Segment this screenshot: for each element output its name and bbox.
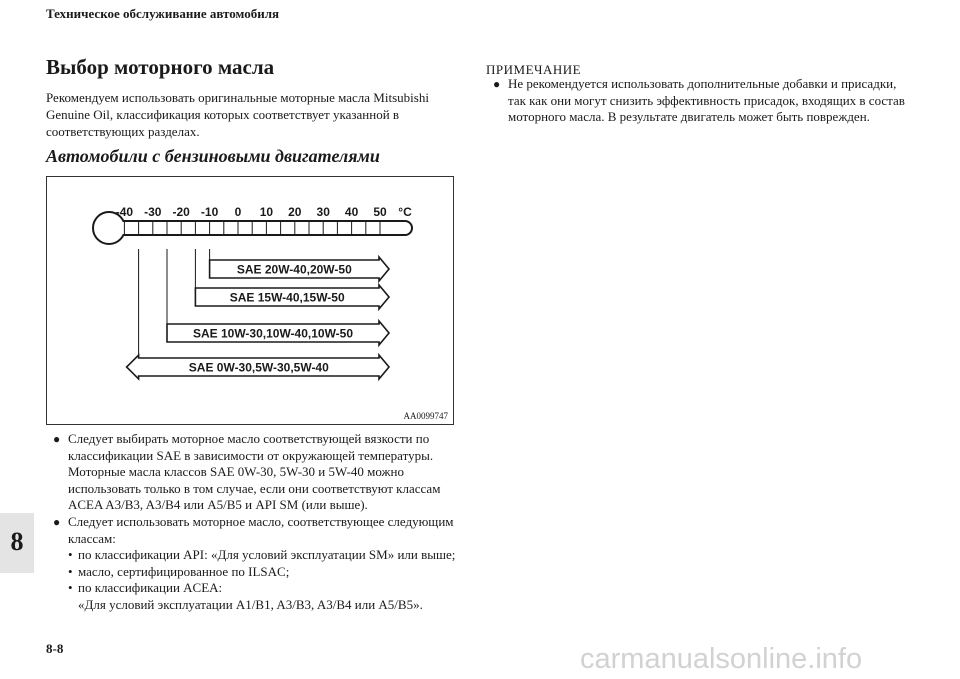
- chapter-number: 8: [10, 527, 24, 556]
- temperature-label: 0: [234, 205, 242, 219]
- sub-item-text: по классификации ACEA:: [78, 580, 223, 596]
- bullet-text: Следует выбирать моторное масло соответствующей вязкости по классификации SAE в зависимости от окружающей температуры. Моторные масла классов SAE 0W-30, 5W-30 и 5W-40 можно использовать только в том случае, если они соответствуют классам ACEA A3/B3, A3/B4 или A5/B5 и API SM (или выше).: [68, 431, 441, 513]
- bullet-dot-icon: ●: [53, 432, 61, 446]
- note-text: Не рекомендуется использовать дополнительные добавки и присадки, так как они могут снизить эффективность присадок, входящих в состав моторного масла. В результате двигатель может быть поврежден.: [508, 76, 905, 125]
- viscosity-chart-figure: [46, 176, 454, 425]
- sub-item-continuation: «Для условий эксплуатации A1/B1, A3/B3, A3/B4 или A5/B5».: [78, 596, 423, 612]
- viscosity-range-label: SAE 15W-40,15W-50: [229, 290, 345, 305]
- thermometer-joint: [115, 222, 135, 234]
- section-heading: Выбор моторного масла: [46, 55, 275, 79]
- note-label: ПРИМЕЧАНИЕ: [486, 62, 582, 77]
- sub-item-text: по классификации API: «Для условий эксплуатации SM» или выше;: [78, 547, 456, 563]
- temperature-label: 50: [373, 205, 387, 219]
- intro-paragraph: Рекомендуем использовать оригинальные моторные масла Mitsubishi Genuine Oil, классификация которых соответствует указанной в соответствующих разделах.: [46, 90, 429, 139]
- thermometer-tube: [109, 221, 412, 235]
- watermark: carmanualsonline.info: [580, 643, 863, 675]
- bullet-item: [46, 431, 458, 514]
- bullet-dot-icon: ●: [493, 77, 501, 91]
- sub-bullet-icon: •: [68, 547, 73, 563]
- running-header: Техническое обслуживание автомобиля: [46, 6, 280, 21]
- sub-list-item: [46, 580, 458, 597]
- bullet-dot-icon: ●: [53, 514, 61, 529]
- note: [486, 76, 906, 126]
- temperature-label: -20: [172, 205, 190, 219]
- page-number: 8-8: [46, 641, 64, 656]
- requirements-list: [46, 431, 458, 614]
- temperature-label: 40: [344, 205, 359, 219]
- temperature-label: -40: [115, 205, 134, 219]
- temperature-label: -30: [144, 205, 162, 219]
- bullet-item: [46, 514, 458, 547]
- note-item: [486, 76, 906, 126]
- viscosity-chart: [47, 177, 453, 424]
- viscosity-range-label: SAE 0W-30,5W-30,5W-40: [188, 360, 329, 375]
- temperature-unit: °C: [398, 205, 412, 219]
- viscosity-range-label: SAE 10W-30,10W-40,10W-50: [192, 326, 354, 341]
- sub-list-item: [46, 564, 458, 581]
- sub-bullet-icon: •: [68, 580, 73, 596]
- figure-code: AA0099747: [403, 411, 448, 421]
- temperature-label: 20: [288, 205, 302, 219]
- temperature-label: 10: [259, 205, 274, 219]
- bullet-text: Следует использовать моторное масло, соответствующее следующим классам:: [68, 513, 454, 546]
- sub-list-item: [46, 547, 458, 564]
- temperature-label: 30: [316, 205, 330, 219]
- temperature-label: -10: [200, 205, 219, 219]
- sub-item-text: масло, сертифицированное по ILSAC;: [78, 563, 290, 579]
- subsection-heading: Автомобили с бензиновыми двигателями: [46, 146, 380, 166]
- chapter-tab: [0, 513, 34, 573]
- viscosity-range-label: SAE 20W-40,20W-50: [236, 262, 352, 277]
- sub-bullet-icon: •: [68, 563, 73, 579]
